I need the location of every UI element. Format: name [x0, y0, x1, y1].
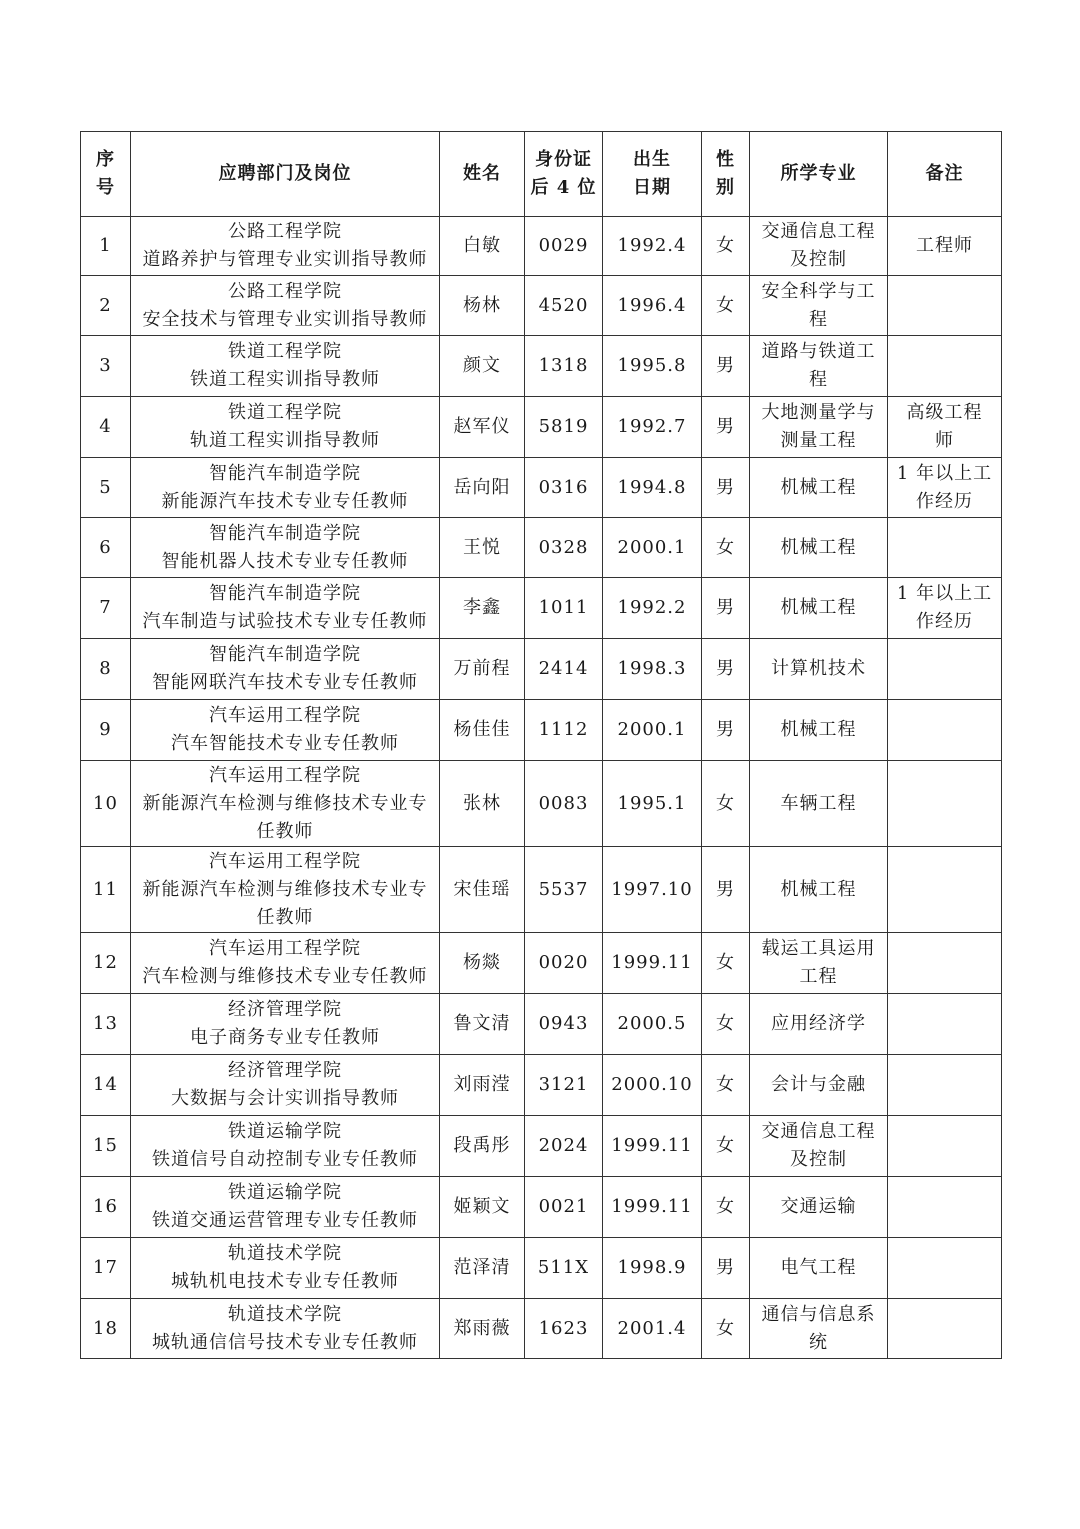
- table-row: [81, 1238, 1002, 1299]
- table-row: [81, 578, 1002, 639]
- cell-note: 1 年以上工 作经历: [888, 458, 1002, 518]
- cell-major: 安全科学与工 程: [750, 276, 888, 336]
- cell-seq: 13: [81, 994, 131, 1055]
- cell-seq: 12: [81, 933, 131, 994]
- table-row: [81, 397, 1002, 458]
- candidate-table: [80, 131, 1002, 1359]
- cell-name: 李鑫: [440, 578, 525, 639]
- table-row: [81, 933, 1002, 994]
- cell-seq: 3: [81, 336, 131, 397]
- cell-gender: 女: [702, 217, 750, 276]
- header-seq: 序 号: [81, 132, 131, 217]
- cell-note: 1 年以上工 作经历: [888, 578, 1002, 639]
- cell-id-last4: 0943: [525, 994, 603, 1055]
- cell-birth: 1999.11: [603, 1177, 702, 1238]
- cell-dept: 经济管理学院 电子商务专业专任教师: [131, 994, 440, 1055]
- cell-id-last4: 4520: [525, 276, 603, 336]
- cell-birth: 1999.11: [603, 933, 702, 994]
- cell-id-last4: 0029: [525, 217, 603, 276]
- header-row: [81, 132, 1002, 217]
- cell-seq: 14: [81, 1055, 131, 1116]
- cell-note: [888, 1116, 1002, 1177]
- cell-dept: 汽车运用工程学院 新能源汽车检测与维修技术专业专 任教师: [131, 847, 440, 933]
- cell-id-last4: 511X: [525, 1238, 603, 1299]
- cell-name: 杨林: [440, 276, 525, 336]
- cell-major: 机械工程: [750, 458, 888, 518]
- cell-birth: 1992.4: [603, 217, 702, 276]
- cell-dept: 汽车运用工程学院 汽车智能技术专业专任教师: [131, 700, 440, 761]
- cell-seq: 15: [81, 1116, 131, 1177]
- cell-id-last4: 5537: [525, 847, 603, 933]
- cell-major: 交通信息工程 及控制: [750, 1116, 888, 1177]
- cell-gender: 女: [702, 761, 750, 847]
- cell-dept: 智能汽车制造学院 智能网联汽车技术专业专任教师: [131, 639, 440, 700]
- cell-dept: 轨道技术学院 城轨机电技术专业专任教师: [131, 1238, 440, 1299]
- cell-major: 机械工程: [750, 700, 888, 761]
- cell-birth: 2000.10: [603, 1055, 702, 1116]
- cell-note: [888, 518, 1002, 578]
- cell-id-last4: 1623: [525, 1299, 603, 1359]
- table-row: [81, 847, 1002, 933]
- cell-seq: 16: [81, 1177, 131, 1238]
- cell-birth: 1999.11: [603, 1116, 702, 1177]
- cell-name: 杨佳佳: [440, 700, 525, 761]
- cell-seq: 6: [81, 518, 131, 578]
- cell-gender: 女: [702, 1116, 750, 1177]
- cell-major: 机械工程: [750, 578, 888, 639]
- table-row: [81, 700, 1002, 761]
- cell-birth: 1998.3: [603, 639, 702, 700]
- cell-major: 计算机技术: [750, 639, 888, 700]
- cell-birth: 1995.8: [603, 336, 702, 397]
- cell-birth: 2001.4: [603, 1299, 702, 1359]
- cell-id-last4: 0021: [525, 1177, 603, 1238]
- cell-birth: 1997.10: [603, 847, 702, 933]
- cell-name: 刘雨滢: [440, 1055, 525, 1116]
- cell-dept: 铁道运输学院 铁道信号自动控制专业专任教师: [131, 1116, 440, 1177]
- cell-seq: 18: [81, 1299, 131, 1359]
- cell-note: [888, 994, 1002, 1055]
- cell-gender: 男: [702, 700, 750, 761]
- cell-gender: 男: [702, 847, 750, 933]
- cell-id-last4: 5819: [525, 397, 603, 458]
- cell-name: 鲁文清: [440, 994, 525, 1055]
- cell-seq: 8: [81, 639, 131, 700]
- cell-gender: 男: [702, 1238, 750, 1299]
- cell-id-last4: 1318: [525, 336, 603, 397]
- cell-major: 交通运输: [750, 1177, 888, 1238]
- cell-name: 赵军仪: [440, 397, 525, 458]
- header-major: 所学专业: [750, 132, 888, 217]
- table-row: [81, 1116, 1002, 1177]
- header-dept: 应聘部门及岗位: [131, 132, 440, 217]
- cell-name: 宋佳瑶: [440, 847, 525, 933]
- table-row: [81, 761, 1002, 847]
- cell-birth: 1992.7: [603, 397, 702, 458]
- cell-birth: 1998.9: [603, 1238, 702, 1299]
- cell-note: [888, 1055, 1002, 1116]
- table-row: [81, 1299, 1002, 1359]
- cell-major: 电气工程: [750, 1238, 888, 1299]
- cell-major: 通信与信息系 统: [750, 1299, 888, 1359]
- cell-birth: 2000.1: [603, 518, 702, 578]
- cell-name: 范泽清: [440, 1238, 525, 1299]
- cell-dept: 铁道工程学院 铁道工程实训指导教师: [131, 336, 440, 397]
- cell-dept: 铁道运输学院 铁道交通运营管理专业专任教师: [131, 1177, 440, 1238]
- cell-seq: 2: [81, 276, 131, 336]
- cell-dept: 经济管理学院 大数据与会计实训指导教师: [131, 1055, 440, 1116]
- cell-major: 机械工程: [750, 847, 888, 933]
- cell-seq: 10: [81, 761, 131, 847]
- cell-note: [888, 639, 1002, 700]
- cell-major: 车辆工程: [750, 761, 888, 847]
- cell-birth: 1995.1: [603, 761, 702, 847]
- cell-id-last4: 1011: [525, 578, 603, 639]
- cell-note: [888, 700, 1002, 761]
- cell-id-last4: 2414: [525, 639, 603, 700]
- cell-birth: 1994.8: [603, 458, 702, 518]
- table-body: [81, 217, 1002, 1359]
- cell-name: 姬颖文: [440, 1177, 525, 1238]
- cell-major: 机械工程: [750, 518, 888, 578]
- cell-note: [888, 761, 1002, 847]
- table-row: [81, 1177, 1002, 1238]
- cell-dept: 汽车运用工程学院 汽车检测与维修技术专业专任教师: [131, 933, 440, 994]
- cell-birth: 2000.1: [603, 700, 702, 761]
- cell-gender: 女: [702, 1177, 750, 1238]
- cell-name: 郑雨薇: [440, 1299, 525, 1359]
- cell-seq: 1: [81, 217, 131, 276]
- cell-major: 交通信息工程 及控制: [750, 217, 888, 276]
- table-row: [81, 458, 1002, 518]
- cell-id-last4: 0083: [525, 761, 603, 847]
- cell-major: 道路与铁道工 程: [750, 336, 888, 397]
- cell-name: 杨燚: [440, 933, 525, 994]
- table-row: [81, 639, 1002, 700]
- cell-gender: 女: [702, 276, 750, 336]
- cell-dept: 智能汽车制造学院 智能机器人技术专业专任教师: [131, 518, 440, 578]
- cell-name: 万前程: [440, 639, 525, 700]
- cell-gender: 女: [702, 1299, 750, 1359]
- cell-note: [888, 276, 1002, 336]
- cell-major: 大地测量学与 测量工程: [750, 397, 888, 458]
- cell-note: [888, 933, 1002, 994]
- cell-id-last4: 0328: [525, 518, 603, 578]
- table-row: [81, 518, 1002, 578]
- cell-major: 会计与金融: [750, 1055, 888, 1116]
- cell-id-last4: 0316: [525, 458, 603, 518]
- cell-note: [888, 1238, 1002, 1299]
- cell-id-last4: 3121: [525, 1055, 603, 1116]
- table-row: [81, 994, 1002, 1055]
- cell-seq: 7: [81, 578, 131, 639]
- header-id-last4: 身份证 后 4 位: [525, 132, 603, 217]
- cell-dept: 智能汽车制造学院 新能源汽车技术专业专任教师: [131, 458, 440, 518]
- cell-major: 应用经济学: [750, 994, 888, 1055]
- cell-id-last4: 2024: [525, 1116, 603, 1177]
- cell-gender: 女: [702, 933, 750, 994]
- cell-seq: 11: [81, 847, 131, 933]
- cell-dept: 公路工程学院 道路养护与管理专业实训指导教师: [131, 217, 440, 276]
- cell-note: [888, 1299, 1002, 1359]
- cell-birth: 1996.4: [603, 276, 702, 336]
- header-name: 姓名: [440, 132, 525, 217]
- table-row: [81, 1055, 1002, 1116]
- header-gender: 性 别: [702, 132, 750, 217]
- cell-seq: 9: [81, 700, 131, 761]
- table-row: [81, 217, 1002, 276]
- header-birth: 出生 日期: [603, 132, 702, 217]
- cell-note: [888, 336, 1002, 397]
- cell-seq: 4: [81, 397, 131, 458]
- cell-dept: 轨道技术学院 城轨通信信号技术专业专任教师: [131, 1299, 440, 1359]
- cell-gender: 男: [702, 578, 750, 639]
- cell-major: 载运工具运用 工程: [750, 933, 888, 994]
- cell-gender: 男: [702, 336, 750, 397]
- header-note: 备注: [888, 132, 1002, 217]
- cell-name: 颜文: [440, 336, 525, 397]
- cell-name: 白敏: [440, 217, 525, 276]
- cell-birth: 1992.2: [603, 578, 702, 639]
- cell-seq: 17: [81, 1238, 131, 1299]
- table-row: [81, 336, 1002, 397]
- cell-name: 张林: [440, 761, 525, 847]
- cell-name: 岳向阳: [440, 458, 525, 518]
- cell-id-last4: 1112: [525, 700, 603, 761]
- table-row: [81, 276, 1002, 336]
- cell-gender: 女: [702, 1055, 750, 1116]
- cell-dept: 汽车运用工程学院 新能源汽车检测与维修技术专业专 任教师: [131, 761, 440, 847]
- cell-dept: 公路工程学院 安全技术与管理专业实训指导教师: [131, 276, 440, 336]
- cell-birth: 2000.5: [603, 994, 702, 1055]
- cell-note: 高级工程 师: [888, 397, 1002, 458]
- cell-name: 王悦: [440, 518, 525, 578]
- cell-seq: 5: [81, 458, 131, 518]
- cell-note: [888, 1177, 1002, 1238]
- cell-gender: 女: [702, 994, 750, 1055]
- cell-gender: 男: [702, 639, 750, 700]
- cell-gender: 女: [702, 518, 750, 578]
- cell-dept: 智能汽车制造学院 汽车制造与试验技术专业专任教师: [131, 578, 440, 639]
- cell-name: 段禹彤: [440, 1116, 525, 1177]
- cell-note: [888, 847, 1002, 933]
- cell-id-last4: 0020: [525, 933, 603, 994]
- cell-gender: 男: [702, 458, 750, 518]
- cell-gender: 男: [702, 397, 750, 458]
- cell-note: 工程师: [888, 217, 1002, 276]
- cell-dept: 铁道工程学院 轨道工程实训指导教师: [131, 397, 440, 458]
